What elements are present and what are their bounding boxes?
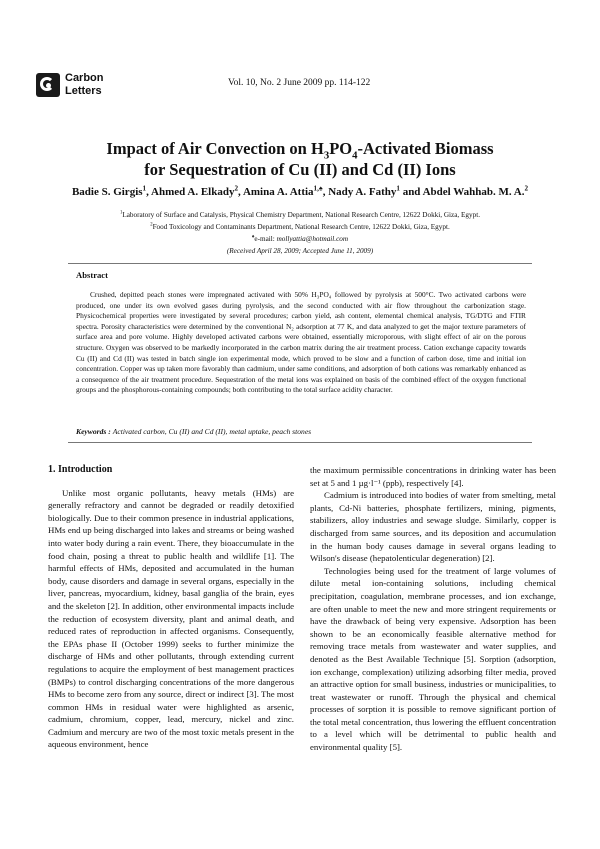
received-dates: (Received April 28, 2009; Accepted June 11, 2009)	[226, 247, 374, 255]
author-name: Amina A. Attia	[242, 186, 314, 198]
author-name: Badie S. Girgis	[71, 186, 143, 198]
paragraph: Cadmium is introduced into bodies of water from smelting, metal plants, Cd-Ni batteries, phosphate fertilizers, mining, pigments, stabilizers, alloy industries and sewage sludge. Similarly, copper is discharged from same sources, and its deposition and accumulation in the human body causes damage in several organs leading to Wilson's disease (hepatolenticular degeneration) [2].	[310, 490, 556, 564]
logo-text: Carbon Letters	[65, 72, 104, 97]
keywords: Keywords : Activated carbon, Cu (II) and Cd (II), metal uptake, peach stones	[76, 427, 312, 436]
paragraph: Technologies being used for the treatment of large volumes of dilute metal ion-containing solutions, including chemical precipitation, coagulation, membrane processes, and ion exchange, are often unable to meet the new and more stringent requirements or have the drawback of being very expensive. Adsorption has been shown to be an economically feasible alternative method for removing trace metals from wastewater and water supplies, and denoted as the Best Available Technique [5]. Sorption (adsorption, ion exchange, complexation) utilizing adsorbing filter media, proved an attractive option for small business, industries or municipalities, to treat wastewater or runoff. Through the physical and chemical processes of sorption it is possible to remove significant portion of the total metal concentration, thus lowering the effluent concentration to a level which will be detrimental to public health and environmental quality [5].	[310, 565, 556, 753]
paragraph: Unlike most organic pollutants, heavy metals (HMs) are generally refractory and cannot be degraded or readily detoxified biologically. Due to their common presence in industrial applications, HMs end up being discharged into lakes and streams or being washed into water body during a rain event. There, they bioaccumulate in the food chain, posing a threat to public health and wildlife [1]. The harmful effects of HMs, deposited and accumulated in the human body, cause disorders and damage in several organs, especially in the liver, pancreas, myocardium, kidney, basal ganglia of the brain, eyes and the skeleton [2]. In addition, other environmental impacts include the reduction of ecosystem diversity, plant and animal death, and reduced rates of reproduction in affected organisms. Consequently, the EPAs phase II (October 1999) seeks to further minimize the discharge of HMs and other pollutants, through extending current regulations to acquire the employment of best management practices (BMPs) to control discharging concentrations of the more dangerous HMs to become zero from any source, direct or indirect [3]. The most common HMs in residual water were highlighted as arsenic, cadmium, chromium, copper, lead, mercury, nickel and zinc. Cadmium and mercury are two of the most toxic metals present in the aqueous environment, hence	[48, 487, 294, 750]
paragraph: the maximum permissible concentrations in drinking water has been set at 5 and 1 µg·l⁻¹ (ppb), respectively [4].	[310, 465, 556, 488]
corresponding-email: ♠e-mail: mollyattia@hotmail.com	[251, 234, 349, 243]
carbon-letters-logo-icon	[36, 73, 60, 97]
affiliation-2: $^2$Food Toxicology and Contaminants Department, National Research Centre, 12622 Dokki, Giza, Egypt.	[150, 222, 450, 231]
author-name: Abdel Wahhab. M. A.	[422, 186, 525, 198]
right-column	[310, 464, 556, 754]
affiliation-1: $^1$Laboratory of Surface and Catalysis, Physical Chemistry Department, National Research Centre, 12622 Dokki, Giza, Egypt.	[119, 210, 480, 219]
affiliations	[40, 209, 560, 257]
section-heading: 1. Introduction	[48, 464, 113, 475]
journal-info: Vol. 10, No. 2 June 2009 pp. 114-122	[228, 78, 371, 88]
left-column	[48, 464, 294, 751]
author-name: Ahmed A. Elkady	[151, 186, 235, 198]
journal-logo	[36, 72, 104, 98]
paper-title: Impact of Air Convection on $H_3PO_4$-Activated Biomass for Sequestration of Cu (II) and Cd (II) Ions	[106, 139, 494, 179]
abstract-text: Crushed, depitted peach stones were impregnated activated with 50% H₃PO₄ followed by pyrolysis at 500°C. Two activated carbons were produced, one under its own evolved gases during pyrolysis, and the second conducted with air flow throughout the carbonization stage. Physicochemical properties were investigated by several procedures; carbon yield, ash content, elemental chemical analysis, TG/DTG and FTIR spectra. Porosity characteristics were determined by the conventional N₂ adsorption at 77 K, and data analyzed to get the major texture parameters of surface area and pore volume. Highly developed activated carbons were obtained, essentially microporous, with slight effect of air on the porous structure. Oxygen was observed to be markedly incorporated in the carbon matrix during the air treatment process. Cation exchange capacity towards Cu (II) and Cd (II) was tested in batch single ion experimental mode, which proved to be slow and a function of carbon dose, time and initial ion concentration. Copper was up taken more favorably than cadmium, under same conditions, and adsorption of both cations was remarkably enhanced as a consequence of the air treatment procedure. Sequestration of the metal ions was explained on basis of the combined effect of the oxygen functional groups and the phosphorous-containing compounds; both contributing to the total surface acidity character.	[76, 290, 526, 395]
author-list: Badie S. Girgis$^1$, Ahmed A. Elkady$^2$, Amina A. Attia$^{1,♠}$, Nady A. Fathy$^1$ and Abdel Wahhab. M. A.$^2$	[71, 184, 529, 198]
author-name: Nady A. Fathy	[328, 186, 397, 198]
abstract-heading: Abstract	[76, 270, 108, 280]
